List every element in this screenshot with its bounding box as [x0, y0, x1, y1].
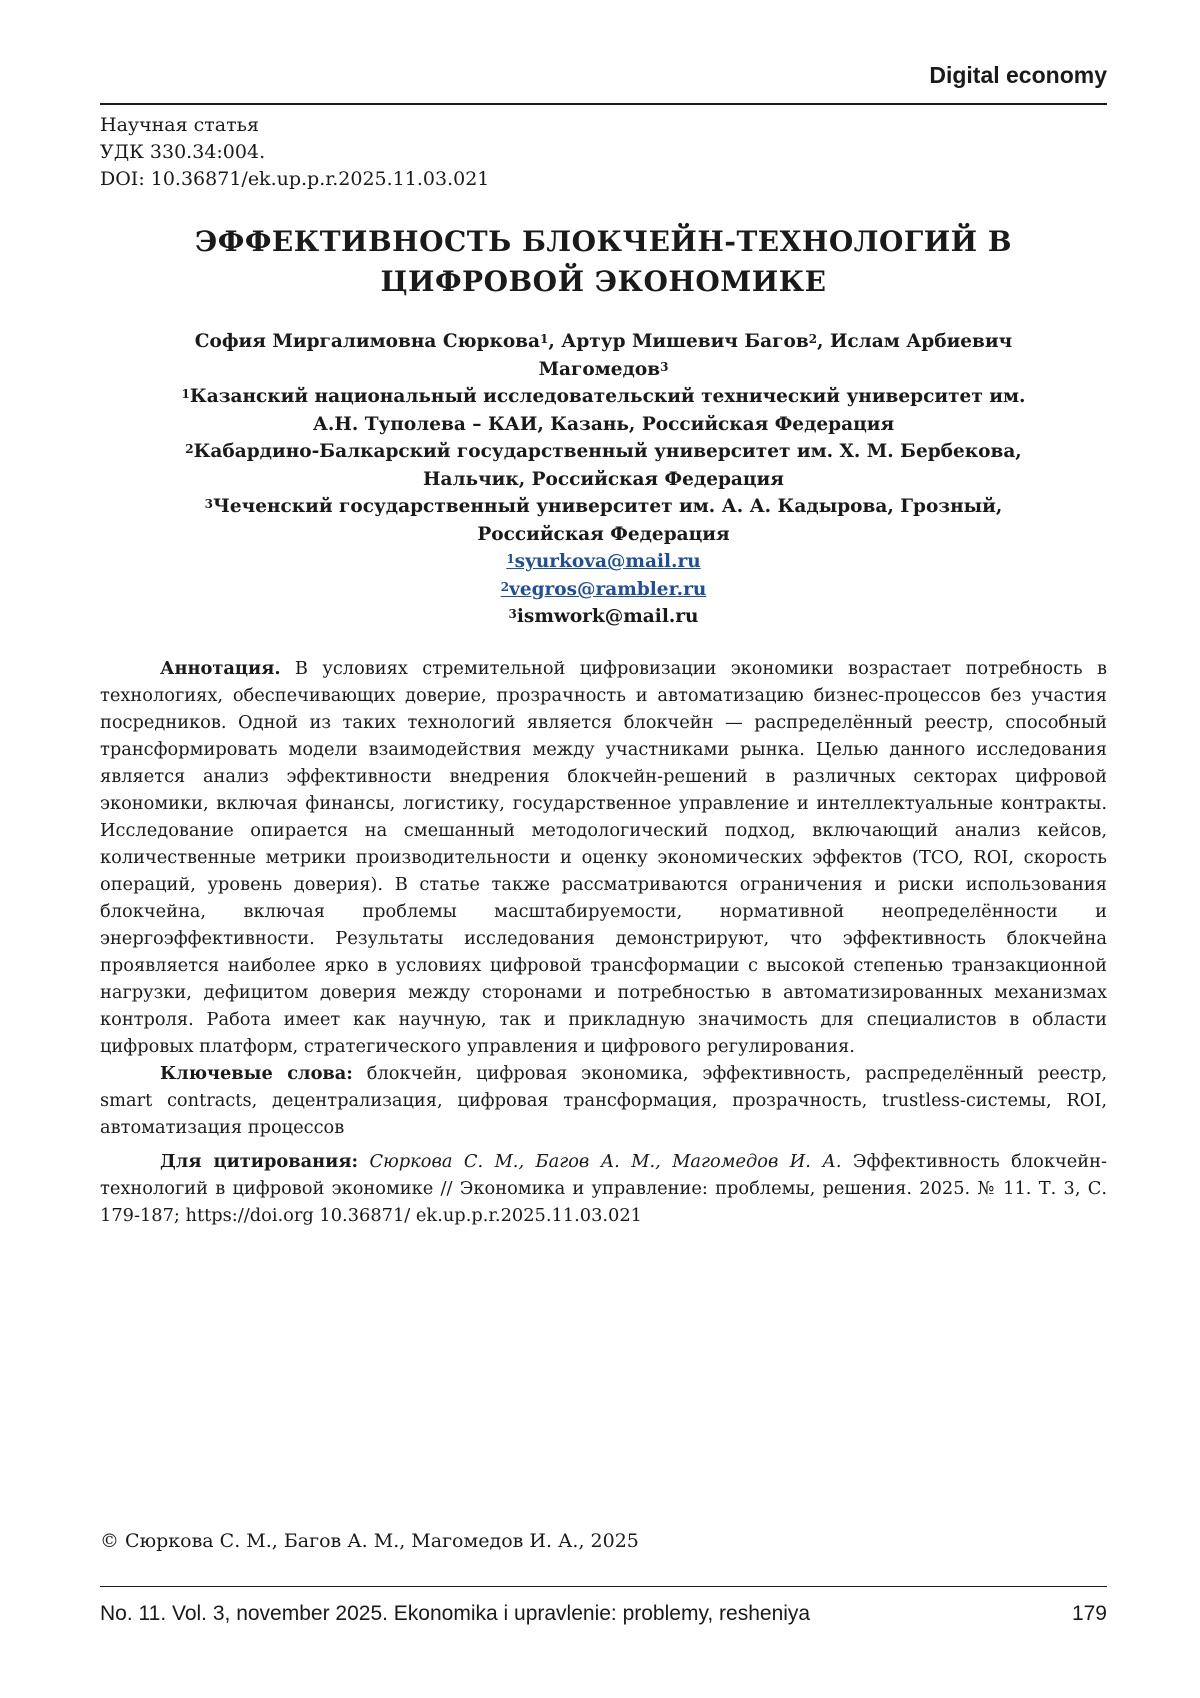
email-3 — [100, 603, 1107, 631]
abstract-text: В условиях стремительной цифровизации экономики возрастает потребность в технологиях, обеспечивающих доверие, прозрачность и автоматизацию бизнес-процессов без участия посредников. Одной из таких технологий является блокчейн — распределённый реестр, способный трансформировать модели взаимодействия между участниками рынка. Целью данного исследования является анализ эффективности внедрения блокчейн-решений в различных секторах цифровой экономики, включая финансы, логистику, государственное управление и интеллектуальные контракты. Исследование опирается на смешанный методологический подход, включающий анализ кейсов, количественные метрики производительности и оценку экономических эффектов (TCO, ROI, скорость операций, уровень доверия). В статье также рассматриваются ограничения и риски использования блокчейна, включая проблемы масштабируемости, нормативной неопределённости и энергоэффективности. Результаты исследования демонстрируют, что эффективность блокчейна проявляется наиболее ярко в условиях цифровой трансформации с высокой степенью транзакционной нагрузки, дефицитом доверия между сторонами и потребностью в автоматизированных механизмах контроля. Работа имеет как научную, так и прикладную значимость для специалистов в области цифровых платформ, стратегического управления и цифрового регулирования. — [100, 658, 1107, 1057]
author-3-first: Ислам Арбиевич — [829, 331, 1013, 352]
header-rule — [100, 103, 1107, 105]
citation-paragraph — [100, 1148, 1107, 1229]
affiliation-sup: 1 — [181, 387, 190, 401]
email-link[interactable] — [506, 551, 700, 572]
email-sup: 3 — [508, 607, 517, 621]
email-2[interactable] — [100, 576, 1107, 604]
author-line-1 — [100, 328, 1107, 356]
email-link[interactable] — [501, 579, 707, 600]
title-line-2: ЦИФРОВОЙ ЭКОНОМИКЕ — [380, 265, 827, 298]
abstract-section — [100, 655, 1107, 1141]
author-3-last: Магомедов — [538, 358, 661, 380]
author-1-sup: 1 — [540, 332, 549, 346]
affiliation-text: А.Н. Туполева – КАИ, Казань, Российская Федерация — [312, 413, 895, 435]
copyright: © Сюркова С. М., Багов А. М., Магомедов И. А., 2025 — [100, 1530, 639, 1552]
author-2: Артур Мишевич Багов — [561, 331, 809, 352]
affiliation-2 — [100, 438, 1107, 493]
abstract-label: Аннотация. — [160, 658, 281, 679]
article-meta — [100, 112, 489, 193]
affiliation-text: Кабардино-Балкарский государственный университет им. Х. М. Бербекова, — [193, 441, 1022, 462]
author-sep-2: , — [817, 331, 830, 352]
page-footer — [100, 1602, 1107, 1626]
author-3-sup: 3 — [660, 359, 669, 374]
keywords-label: Ключевые слова: — [160, 1063, 353, 1084]
author-line-2 — [100, 356, 1107, 384]
email-1[interactable] — [100, 548, 1107, 576]
email-address: vegros@rambler.ru — [509, 578, 707, 600]
citation-authors: Сюркова С. М., Багов А. М., Магомедов И. А. — [358, 1151, 842, 1172]
affiliation-text: Российская Федерация — [477, 523, 730, 545]
author-1: София Миргалимовна Сюркова — [194, 331, 541, 352]
keywords-paragraph — [100, 1060, 1107, 1141]
email-address: ismwork@mail.ru — [516, 606, 699, 627]
email-address: syurkova@mail.ru — [514, 551, 701, 572]
title-line-1: ЭФФЕКТИВНОСТЬ БЛОКЧЕЙН-ТЕХНОЛОГИЙ В — [194, 225, 1013, 258]
abstract-paragraph — [100, 655, 1107, 1060]
affiliation-text: Казанский национальный исследовательский технический университет им. — [189, 386, 1026, 407]
section-label: Digital economy — [929, 62, 1107, 88]
udc-code: УДК 330.34:004. — [100, 141, 266, 163]
email-sup: 1 — [506, 552, 515, 566]
authors-block — [100, 328, 1107, 631]
footer-journal: No. 11. Vol. 3, november 2025. Ekonomika i upravlenie: problemy, resheniya — [100, 1602, 811, 1625]
keywords-text: блокчейн, цифровая экономика, эффективность, распределённый реестр, smart contracts, децентрализация, цифровая трансформация, прозрачность, trustless-системы, ROI, автоматизация процессов — [100, 1063, 1107, 1138]
footer-rule — [100, 1586, 1107, 1587]
author-sep-1: , — [548, 331, 562, 352]
page-number: 179 — [1071, 1602, 1107, 1625]
affiliation-1 — [100, 383, 1107, 438]
citation-text: Эффективность блокчейн-технологий в цифровой экономике // Экономика и управление: проблемы, решения. 2025. № 11. Т. 3, С. 179-187; https://doi.org 10.36871/ ek.up.p.r.2025.11.03.021 — [100, 1151, 1107, 1226]
affiliation-sup: 3 — [204, 497, 213, 511]
affiliation-text: Чеченский государственный университет им. А. А. Кадырова, Грозный, — [213, 496, 1003, 517]
affiliation-text: Нальчик, Российская Федерация — [423, 468, 784, 490]
citation-label: Для цитирования: — [160, 1151, 359, 1172]
affiliation-sup: 2 — [185, 442, 194, 456]
email-sup: 2 — [500, 579, 510, 594]
article-type: Научная статья — [100, 114, 259, 136]
citation-section — [100, 1148, 1107, 1229]
doi: DOI: 10.36871/ek.up.p.r.2025.11.03.021 — [100, 168, 490, 190]
article-title — [100, 222, 1107, 302]
affiliation-3 — [100, 493, 1107, 548]
author-2-sup: 2 — [808, 332, 818, 346]
